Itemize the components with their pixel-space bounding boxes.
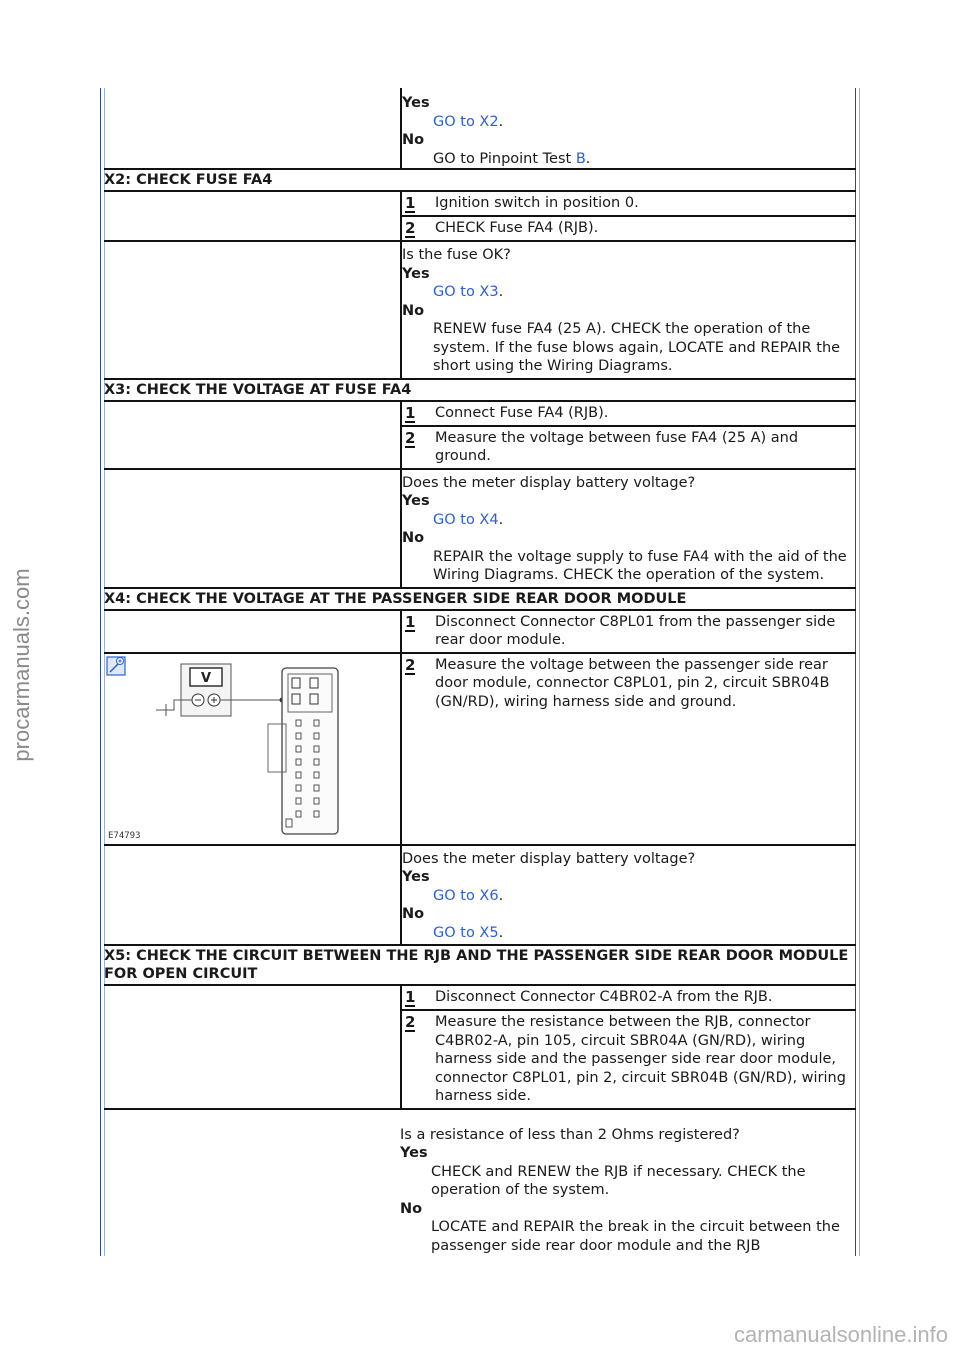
x5-yes-action: CHECK and RENEW the RJB if necessary. CHECK the operation of the system.	[431, 1163, 806, 1198]
left-border-line	[100, 88, 101, 1256]
x5-steps-row	[104, 986, 856, 1110]
x4-step2-row	[104, 654, 856, 846]
x2-question: Is the fuse OK?	[402, 247, 511, 263]
x4-step1-row	[104, 611, 856, 654]
pinpoint-b-link[interactable]: B	[575, 150, 586, 167]
x4-result-row: Does the meter display battery voltage? Yes GO to X6. No GO to X5.	[104, 846, 856, 947]
x2-steps-row	[104, 192, 856, 242]
x3-question: Does the meter display battery voltage?	[402, 474, 696, 491]
goto-x3-link[interactable]: GO to X3	[433, 284, 499, 300]
x5-step-1: 1 Disconnect Connector C4BR02-A from the RJB.	[402, 986, 856, 1011]
x4-heading: X4: CHECK THE VOLTAGE AT THE PASSENGER SIDE REAR DOOR MODULE	[104, 589, 856, 611]
connector-c8pl01	[268, 668, 338, 834]
x2-step-1: 1 Ignition switch in position 0.	[402, 192, 856, 217]
x3-steps-row	[104, 402, 856, 470]
x5-result-row: Is a resistance of less than 2 Ohms registered? Yes CHECK and RENEW the RJB if necessary. CHECK the operation of the system. No LOCATE and REPAIR the break in the circuit between the passenger side rear door module and the RJB	[104, 1110, 856, 1258]
x5-heading: X5: CHECK THE CIRCUIT BETWEEN THE RJB AND THE PASSENGER SIDE REAR DOOR MODULE FOR OPEN CIRCUIT	[104, 946, 856, 986]
connector-diagram	[104, 654, 400, 844]
x2-no-action: RENEW fuse FA4 (25 A). CHECK the operation of the system. If the fuse blows again, LOCATE and REPAIR the short using the Wiring Diagrams.	[433, 321, 841, 374]
x3-step-1: 1 Connect Fuse FA4 (RJB).	[402, 402, 856, 427]
x5-question: Is a resistance of less than 2 Ohms registered?	[400, 1126, 740, 1143]
x3-result-row: Does the meter display battery voltage? Yes GO to X4. No REPAIR the voltage supply to fuse FA4 with the aid of the Wiring Diagrams. CHECK the operation of the system.	[104, 470, 856, 589]
x3-no-action: REPAIR the voltage supply to fuse FA4 with the aid of the Wiring Diagrams. CHECK the operation of the system.	[433, 548, 847, 583]
x4-question: Does the meter display battery voltage?	[402, 850, 696, 867]
diagnostic-table	[104, 88, 856, 1257]
x3-step-2: 2 Measure the voltage between fuse FA4 (25 A) and ground.	[405, 428, 799, 464]
zoom-icon[interactable]	[107, 657, 125, 675]
continuation-row: Yes GO to X2. No GO to Pinpoint Test B.	[104, 88, 856, 170]
goto-x2-link[interactable]: GO to X2	[433, 113, 499, 130]
goto-x5-link[interactable]: GO to X5	[433, 924, 499, 941]
figure-id: E74793	[108, 830, 141, 841]
yes-label: Yes	[402, 95, 430, 111]
x3-heading: X3: CHECK THE VOLTAGE AT FUSE FA4	[104, 380, 856, 402]
x5-step-2: 2 Measure the resistance between the RJB, connector C4BR02-A, pin 105, circuit SBR04A (GN/RD), wiring harness side and the passenger side rear door module, connector C8PL01, pin 2, circuit SBR04B (GN/RD), wiring harness side.	[405, 1013, 846, 1104]
x2-result-row: Is the fuse OK? Yes GO to X3. No RENEW fuse FA4 (25 A). CHECK the operation of the system. If the fuse blows again, LOCATE and REPAIR the short using the Wiring Diagrams.	[104, 242, 856, 380]
bottom-watermark: carmanualsonline.info	[733, 1322, 948, 1347]
right-border-line-outer	[859, 88, 860, 1256]
multimeter-icon	[181, 664, 231, 716]
connector-diagram-svg	[104, 654, 400, 844]
x2-heading: X2: CHECK FUSE FA4	[104, 170, 856, 192]
x4-step-2: 2 Measure the voltage between the passenger side rear door module, connector C8PL01, pin 2, circuit SBR04B (GN/RD), wiring harness side and ground.	[405, 655, 830, 710]
side-watermark: procarmanuals.com	[9, 568, 34, 762]
goto-x6-link[interactable]: GO to X6	[433, 887, 499, 904]
x4-step-1: 1 Disconnect Connector C8PL01 from the passenger side rear door module.	[405, 612, 836, 648]
meter-label: V	[200, 670, 212, 686]
x2-step-2: 2 CHECK Fuse FA4 (RJB).	[405, 219, 599, 237]
goto-x4-link[interactable]: GO to X4	[433, 511, 499, 528]
no-label: No	[402, 132, 425, 148]
x4-diagram-cell	[104, 654, 402, 844]
x5-no-action: LOCATE and REPAIR the break in the circuit between the passenger side rear door module and the RJB	[431, 1219, 840, 1254]
